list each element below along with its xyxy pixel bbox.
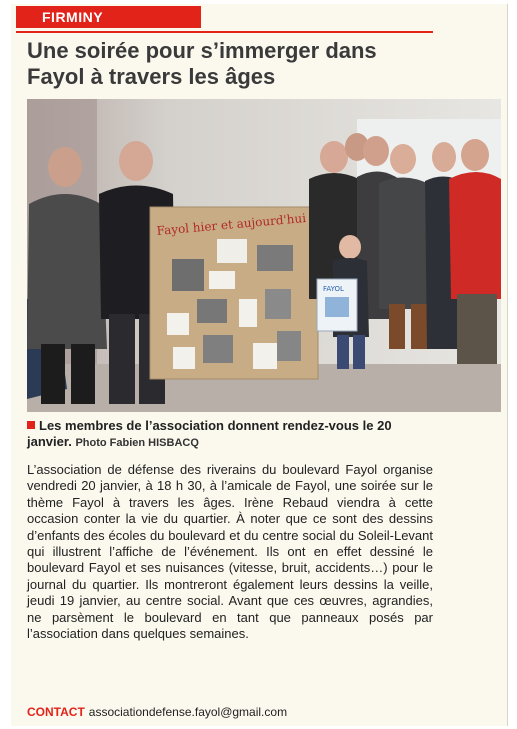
contact-label: CONTACT — [27, 705, 85, 719]
article-headline: Une soirée pour s’immerger dans Fayol à travers les âges — [27, 38, 377, 89]
caption-text: Les membres de l’association donnent rendez-vous le 20 janvier. — [27, 418, 392, 449]
article-body: L’association de défense des riverains du boulevard Fayol organise vendredi 20 janvier, à 18 h 30, à l’amicale de Fayol, une soirée sur le thème Fayol à travers les âges. Irène Rebaud viendra à cette occasion conter la vie du quartier. À noter que ce sont des dessins d’enfants des écoles du boulevard et du centre social du Soleil-Levant qui illustrent l’affiche de l’événement. Ils ont en effet dessiné le boulevard Fayol et ses nuisances (vitesse, bruit, accidents…) pour le journal du quartier. Ils montreront également leurs dessins la veille, jeudi 19 janvier, au centre social. Avant que ces œuvres, agrandies, ne parsèment le boulevard en tant que panneaux posés par l’association dans quelques semaines. — [27, 462, 433, 642]
caption-bullet-icon — [27, 421, 35, 429]
section-label: FIRMINY — [42, 9, 104, 25]
photo-caption — [27, 418, 431, 451]
section-banner — [16, 6, 201, 28]
article-photo — [27, 99, 501, 412]
poster-title: Fayol hier et aujourd'hui — [156, 210, 307, 238]
contact-line — [27, 705, 287, 719]
child-flyer-text: FAYOL — [323, 285, 344, 293]
section-rule — [16, 31, 433, 33]
photo-credit: Photo Fabien HISBACQ — [75, 437, 199, 449]
contact-email[interactable]: associationdefense.fayol@gmail.com — [88, 705, 288, 719]
